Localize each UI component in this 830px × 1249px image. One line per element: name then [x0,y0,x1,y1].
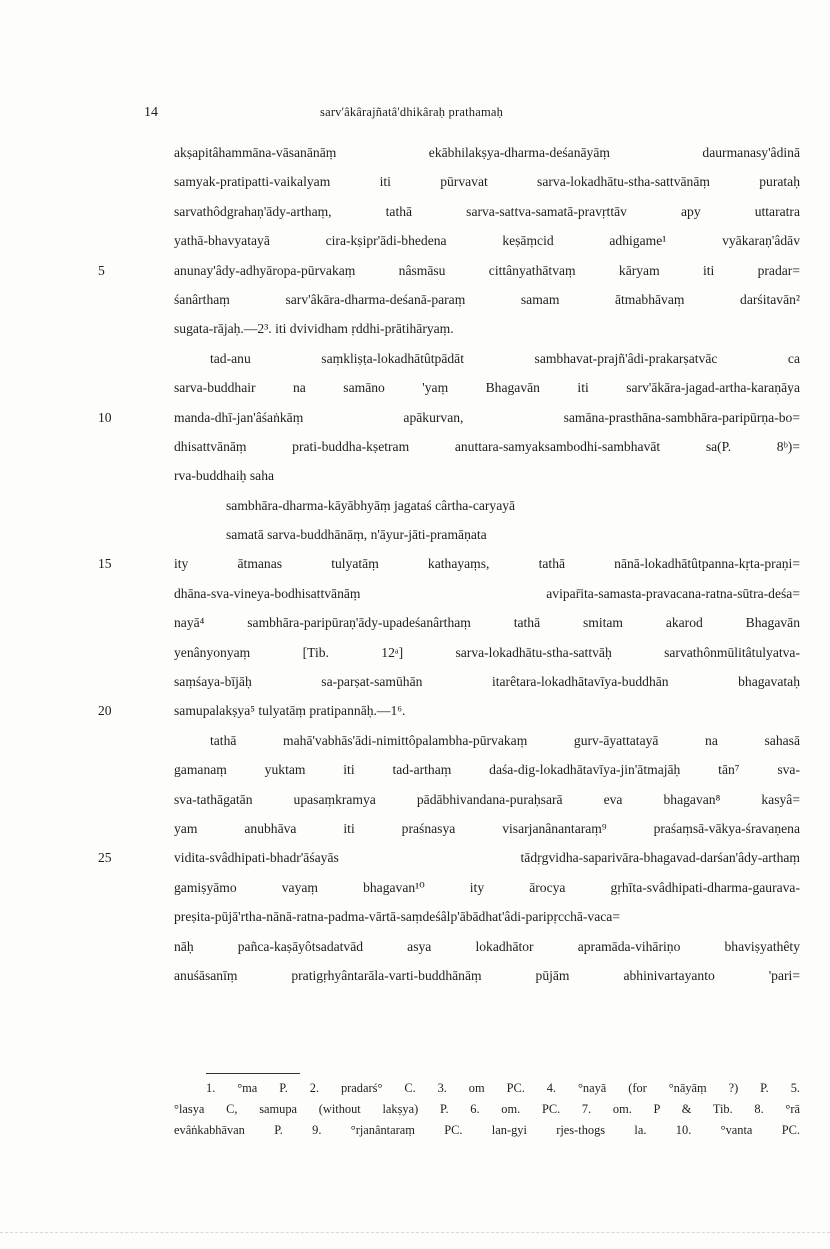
line-text: gamiṣyāmo vayaṃ bhagavan¹⁰ ity ārocya gṛhīta-svâdhipati-dharma-gaurava- [174,879,800,895]
line-text: anuśāsanīṃ pratigṛhyântarāla-varti-buddhānāṃ pūjām abhinivartayanto 'pari= [174,967,800,983]
text-line [0,785,830,814]
text-line [0,285,830,314]
text-line [0,344,830,373]
footnote-line: 1. °ma P. 2. pradarś° C. 3. om PC. 4. °nayā (for °nāyāṃ ?) P. 5. [206,1081,800,1095]
text-line [0,696,830,725]
verse-line [0,520,830,549]
line-number: 25 [98,850,112,866]
line-text: vidita-svâdhipati-bhadr'āśayās tādṛgvidha-saparivāra-bhagavad-darśan'âdy-arthaṃ [174,850,800,866]
running-title: sarv'âkârajñatâ'dhikâraḥ prathamaḥ [320,105,504,119]
verse-line [0,491,830,520]
line-text: preṣita-pūjā'rtha-nānā-ratna-padma-vārtā-saṃdeśâlp'ābādhat'âdi-paripṛcchā-vaca= [174,909,620,925]
line-text: samatā sarva-buddhānāṃ, n'āyur-jāti-pramāṇata [226,527,487,543]
text-line [0,373,830,402]
line-text: sva-tathāgatān upasaṃkramya pādābhivandana-puraḥsarā eva bhagavan⁸ kasyâ= [174,791,800,807]
page-number: 14 [144,105,158,120]
line-text: śanârthaṃ sarv'âkāra-dharma-deśanā-paraṃ samam ātmabhāvaṃ darśitavān² [174,291,800,307]
line-text: anunay'âdy-adhyāropa-pūrvakaṃ nâsmāsu cittânyathātvaṃ kāryam iti pradar= [174,262,800,278]
text-line [0,403,830,432]
footnote-divider [206,1073,300,1074]
text-line [0,197,830,226]
text-line [0,667,830,696]
text-line [0,932,830,961]
text-line [0,579,830,608]
text-line [0,843,830,872]
line-text: dhāna-sva-vineya-bodhisattvānāṃ avipar̄ita-samasta-pravacana-ratna-sūtra-deśa= [174,585,800,601]
line-text: ity ātmanas tulyatāṃ kathayaṃs, tathā nānā-lokadhātûtpanna-kṛta-praṇi= [174,556,800,572]
text-line [0,873,830,902]
line-text: yenânyonyaṃ [Tib. 12ᵃ] sarva-lokadhātu-stha-sattvāḥ sarvathônmūlitâtulyatva- [174,644,800,660]
footnote-line: evâṅkabhāvan P. 9. °rjanântaraṃ PC. lan-gyi rjes-thogs la. 10. °vanta PC. [174,1123,800,1137]
line-number: 20 [98,703,112,719]
text-line [0,814,830,843]
line-text: sambhāra-dharma-kāyābhyāṃ jagataś cârtha-caryayā [226,497,516,513]
text-line [0,608,830,637]
line-text: gamanaṃ yuktam iti tad-arthaṃ daśa-dig-lokadhātavīya-jin'ātmajāḥ tān⁷ sva- [174,762,800,778]
scan-edge-divider [0,1232,830,1233]
footnotes [174,1078,800,1141]
line-text: rva-buddhaiḥ saha [174,468,275,484]
text-line [0,138,830,167]
line-text: sugata-rājaḥ.—2³. iti dvividham ṛddhi-prātihāryaṃ. [174,321,454,337]
text-line [0,461,830,490]
line-number: 5 [98,262,105,278]
footnote-line: °lasya C, samupa (without lakṣya) P. 6. om. PC. 7. om. P & Tib. 8. °rā [174,1102,800,1116]
line-text: yathā-bhavyatayā cira-kṣipr'ādi-bhedena keṣāṃcid adhigame¹ vyākaraṇ'âdāv [174,233,800,249]
text-line [0,902,830,931]
line-text: sarva-buddhair na samāno 'yaṃ Bhagavān iti sarv'ākāra-jagad-artha-karaṇāya [174,380,800,396]
text-line [0,755,830,784]
line-text: akṣapitâhammāna-vāsanānāṃ ekābhilakṣya-dharma-deśanāyāṃ daurmanasy'âdinā [174,145,800,160]
line-text: tathā mahā'vabhās'ādi-nimittôpalambha-pūrvakaṃ gurv-āyattatayā na sahasā [210,732,800,748]
line-text: nāḥ pañca-kaṣāyôtsadatvād asya lokadhātor apramāda-vihāriṇo bhaviṣyathêty [174,938,800,954]
text-line [0,726,830,755]
text-line [0,226,830,255]
text-line [0,432,830,461]
line-text: saṃśaya-bījāḥ sa-parṣat-samūhān itarêtara-lokadhātavīya-buddhān bhagavataḥ [174,674,800,690]
line-number: 15 [98,556,112,572]
line-text: samyak-pratipatti-vaikalyam iti pūrvavat sarva-lokadhātu-stha-sattvānāṃ purataḥ [174,174,800,190]
line-number: 10 [98,409,112,425]
text-line [0,961,830,990]
text-line [0,167,830,196]
text-line [0,549,830,578]
text-line [0,638,830,667]
line-text: tad-anu saṃkliṣṭa-lokadhātûtpādāt sambhavat-prajñ'âdi-prakarṣatvāc ca [210,350,800,366]
line-text: yam anubhāva iti praśnasya visarjanânantaraṃ⁹ praśaṃsā-vākya-śravaṇena [174,820,800,836]
text-line [0,256,830,285]
line-text: manda-dhī-jan'âśaṅkāṃ apākurvan, samāna-prasthāna-sambhāra-paripūrṇa-bo= [174,409,800,425]
line-text: nayā⁴ sambhāra-paripūraṇ'ādy-upadeśanârthaṃ tathā smitam akarod Bhagavān [174,615,800,631]
main-text [0,138,830,990]
line-text: samupalakṣya⁵ tulyatāṃ pratipannāḥ.—1⁶. [174,703,406,719]
line-text: sarvathôdgrahaṇ'ādy-arthaṃ, tathā sarva-sattva-samatā-pravṛttāv apy uttaratra [174,203,800,219]
text-line [0,314,830,343]
line-text: dhisattvānāṃ prati-buddha-kṣetram anuttara-samyaksambodhi-sambhavāt sa(P. 8ᵇ)= [174,438,800,454]
page-header [0,105,830,127]
